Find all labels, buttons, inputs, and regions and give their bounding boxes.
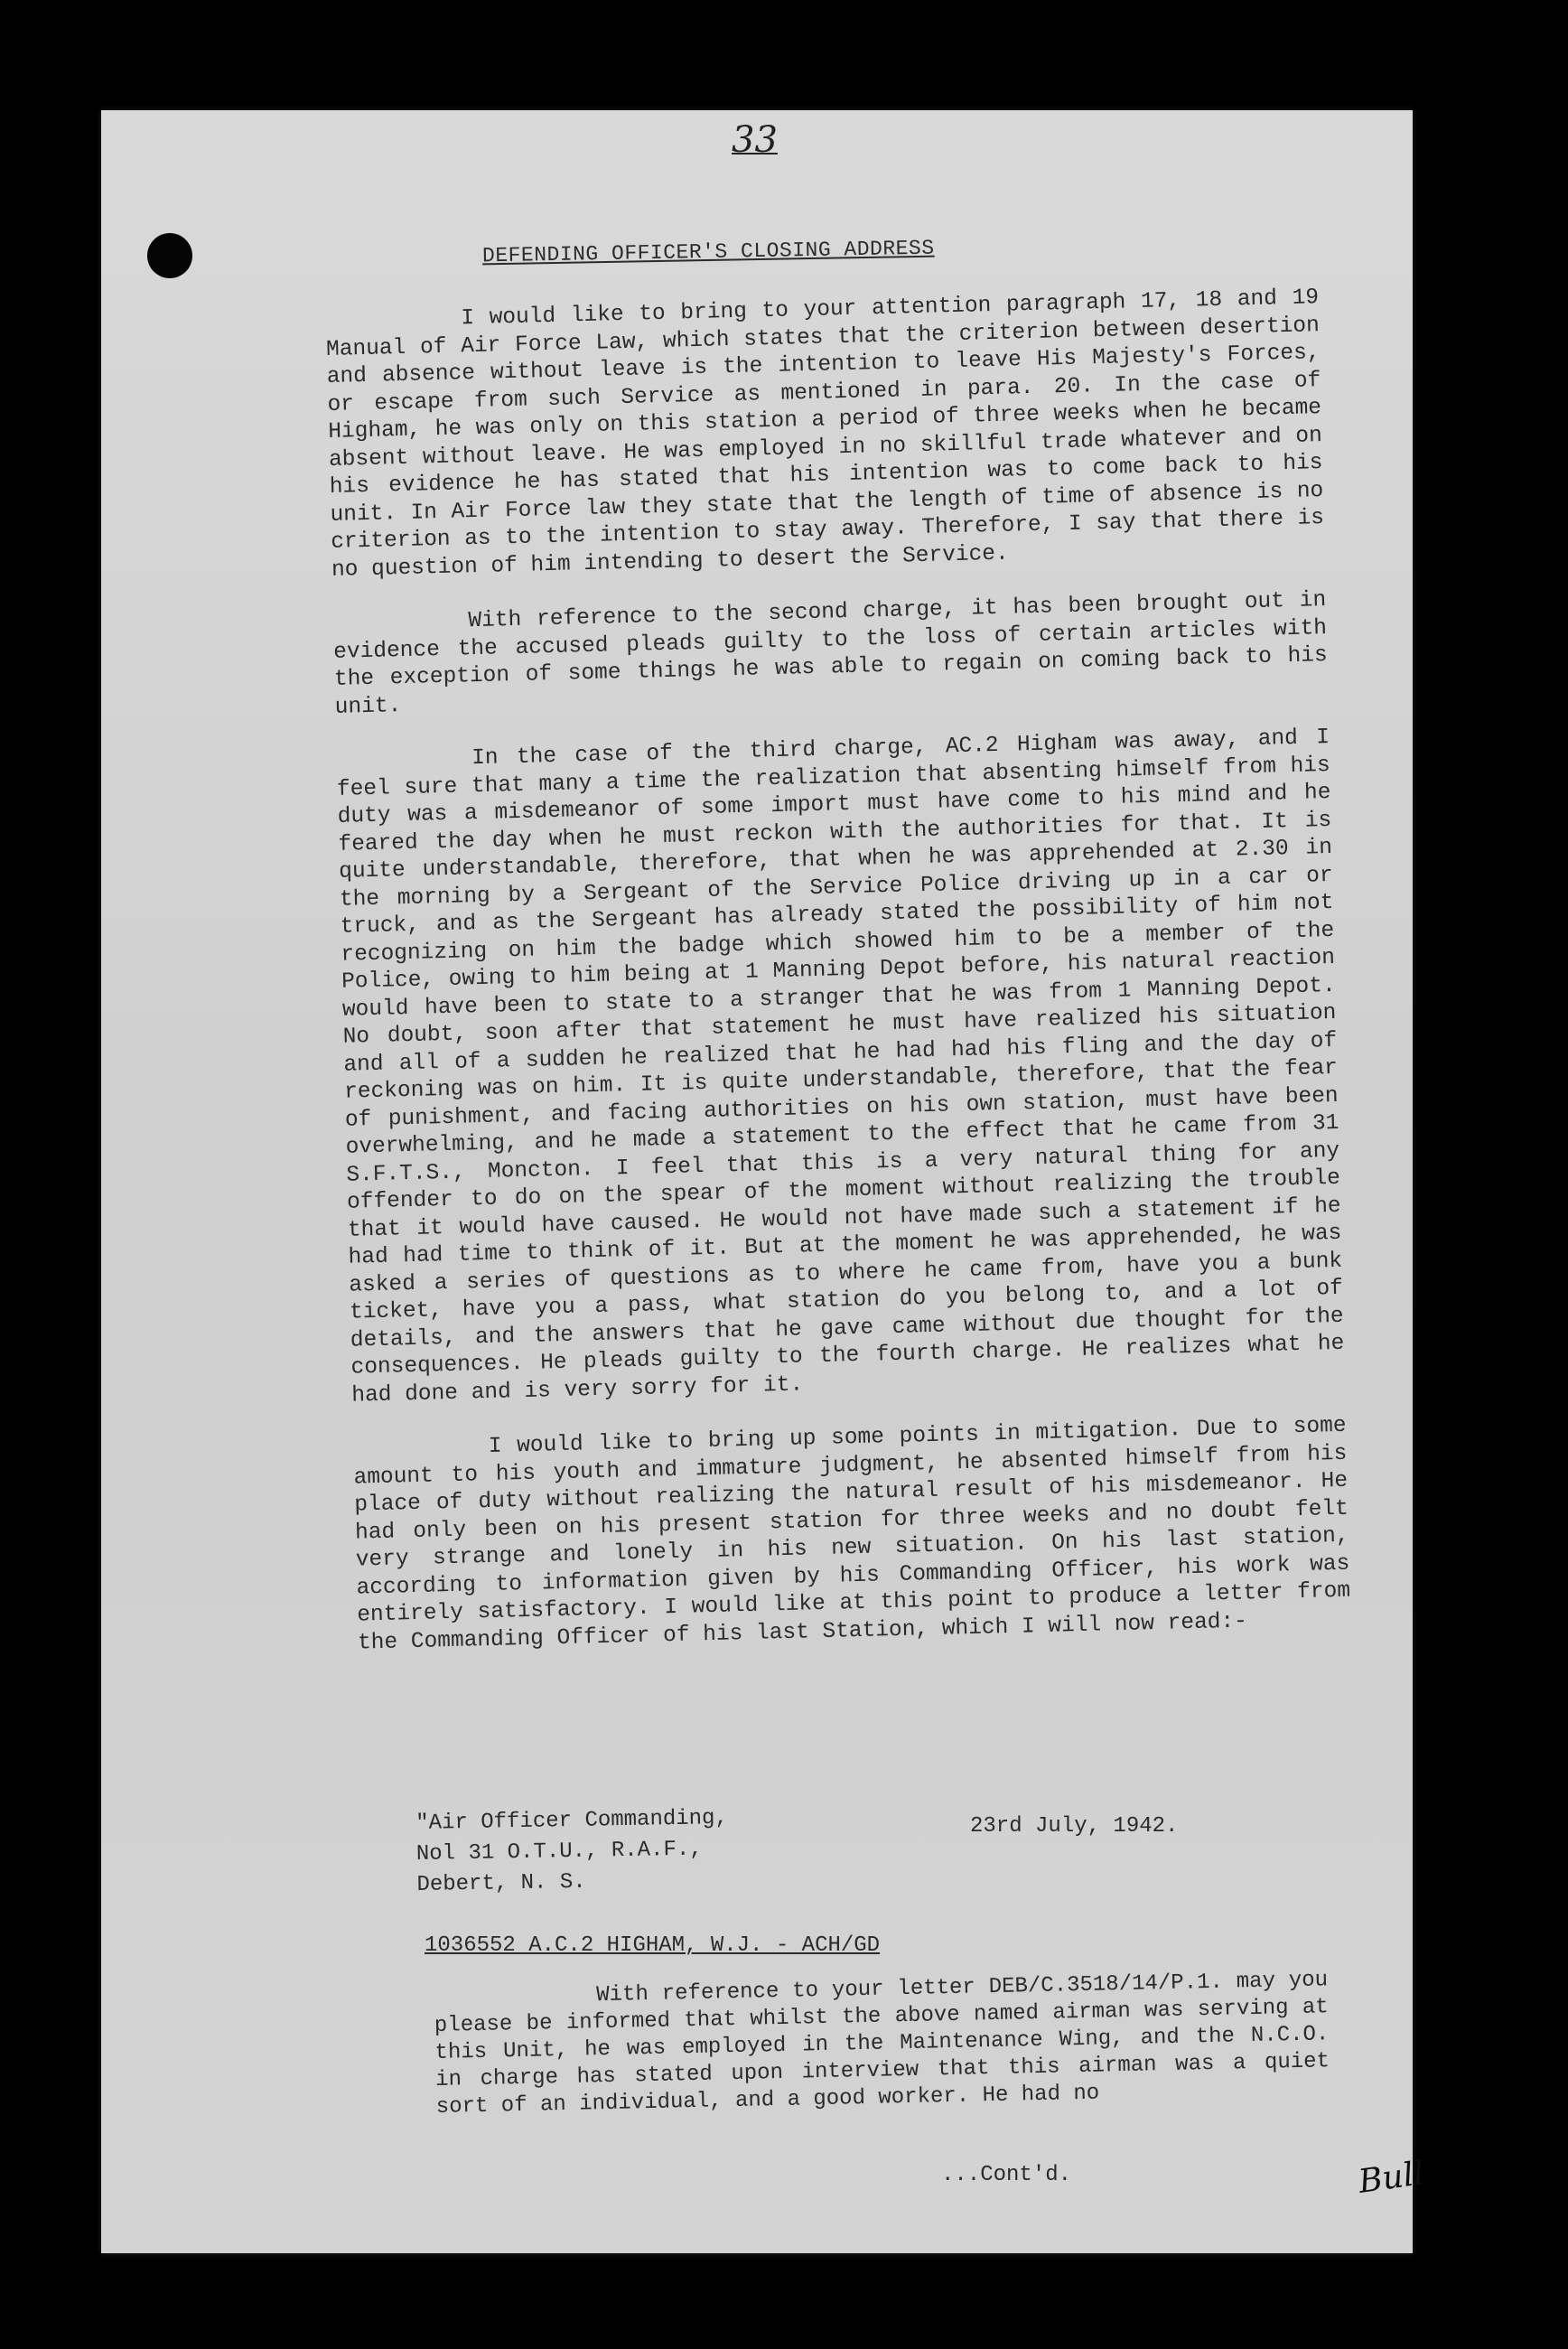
address-body: [325, 285, 1352, 1684]
paragraph-4: I would like to bring up some points in mitigation. Due to some amount to his youth and immature judgment, he absented himself from his place of duty without realizing the natural result of his misdemeanor. He had only been on his present station for three weeks and no doubt felt very strange and lonely in his new situation. On his last station, according to information given by his Commanding Officer, his work was entirely satisfactory. I would like at this point to produce a letter from the Commanding Officer of his last Station, which I will now read:-: [353, 1413, 1351, 1656]
letter-date: 23rd July, 1942.: [970, 1814, 1179, 1839]
handwritten-initials: Bull: [1356, 2155, 1427, 2201]
page-number: 33: [732, 119, 778, 161]
paragraph-1: I would like to bring to your attention paragraph 17, 18 and 19 Manual of Air Force Law, which states that the criterion between desertion and absence without leave is the intention to leave His Majesty's Forces, or escape from such Service as mentioned in para. 20. In the case of Higham, he was only on this station a period of three weeks when he became absent without leave. He was employed in no skillful trade whatever and on his evidence he has stated that his intention was to come back to his unit. In Air Force law they state that the length of time of absence is no criterion as to the intention to stay away. Therefore, I say that there is no question of him intending to desert the Service.: [325, 285, 1325, 583]
continued-marker: ...Cont'd.: [941, 2163, 1072, 2187]
document-title: DEFENDING OFFICER'S CLOSING ADDRESS: [481, 236, 935, 268]
letter-reference: 1036552 A.C.2 HIGHAM, W.J. - ACH/GD: [425, 1933, 881, 1958]
letter-address-line-1: "Air Officer Commanding,: [415, 1805, 729, 1836]
letter-address-line-2: Nol 31 O.T.U., R.A.F.,: [415, 1837, 703, 1867]
letter-body: With reference to your letter DEB/C.3518/14/P.1. may you please be informed that whilst the above named airman was serving at this Unit, he was employed in the Maintenance Wing, and the N.C.O. in charge has stated upon interview that this airman was a quiet sort of an individual, and a good worker. He had no: [434, 1968, 1330, 2120]
letter-address-line-3: Debert, N. S.: [416, 1869, 586, 1897]
paragraph-2: With reference to the second charge, it has been brought out in evidence the accused pleads guilty to the loss of certain articles with the exception of some things he was able to regain on coming back to his unit.: [332, 588, 1329, 720]
punch-hole: [147, 233, 192, 278]
paragraph-3: In the case of the third charge, AC.2 Higham was away, and I feel sure that many a time the realization that absenting himself from his duty was a misdemeanor of some import must have come to his mind and he feared the day when he must reckon with the authorities for that. It is quite understandable, therefore, that when he was apprehended at 2.30 in the morning by a Sergeant of the Service Police driving up in a car or truck, and as the Sergeant has already stated the possibility of him not recognizing on him the badge which showed him to be a member of the Police, owing to him being at 1 Manning Depot before, his natural reaction would have been to state to a stranger that he was from 1 Manning Depot. No doubt, soon after that statement he must have realized his situation and all of a sudden he realized that he had had his fling and the day of reckoning was on him. It is quite understandable, therefore, that the fear of punishment, and facing authorities on his own station, must have been overwhelming, and he made a statement to the effect that he came from 31 S.F.T.S., Moncton. I feel that this is a very natural thing for any offender to do on the spear of the moment without realizing the trouble that it would have caused. He would not have made such a statement if he had had time to think of it. But at the moment he was apprehended, he was asked a series of questions as to where he came from, have you a bunk ticket, have you a pass, what station do you belong to, and a lot of details, and the answers that he gave came without due thought for the consequences. He pleads guilty to the fourth charge. He realizes what he had done and is very sorry for it.: [336, 725, 1345, 1408]
letter-address: [415, 1803, 729, 1901]
